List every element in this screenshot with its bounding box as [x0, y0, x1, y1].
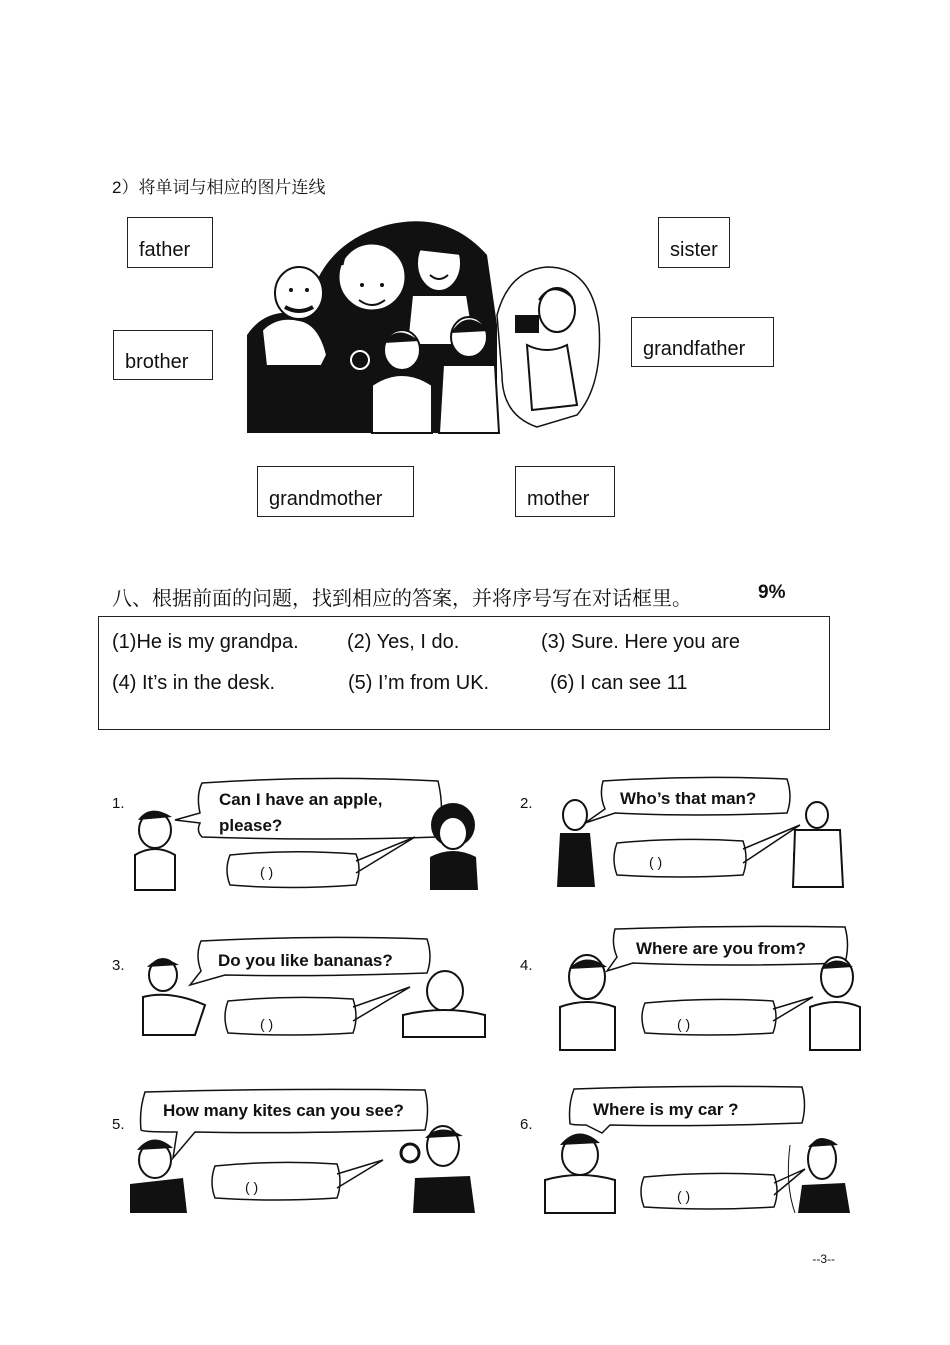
dialog-2-number: 2. [520, 795, 533, 812]
dialog-1-number: 1. [112, 795, 125, 812]
word-box-father[interactable] [127, 217, 213, 268]
word-box-brother[interactable] [113, 330, 213, 380]
dialog-6-number: 6. [520, 1116, 533, 1133]
page-number: --3-- [812, 1252, 835, 1266]
word-mother: mother [527, 488, 590, 510]
dialog-1-question-line2: please? [219, 816, 283, 835]
section-8-score: 9% [758, 582, 786, 603]
dialog-6-question: Where is my car ? [593, 1100, 739, 1119]
word-box-sister[interactable] [658, 217, 730, 268]
dialog-1-question-line1: Can I have an apple, [219, 790, 383, 809]
dialog-4-answer-blank[interactable]: ( ) [677, 1016, 691, 1032]
dialog-5-number: 5. [112, 1116, 125, 1133]
dialog-3-number: 3. [112, 957, 125, 974]
option-6: (6) I can see 11 [550, 672, 688, 694]
word-box-grandmother[interactable] [257, 466, 414, 517]
dialog-1-answer-blank[interactable]: ( ) [260, 864, 274, 880]
option-3: (3) Sure. Here you are [541, 631, 740, 653]
section-8-heading: 八、根据前面的问题，找到相应的答案，并将序号写在对话框里。 [112, 588, 692, 610]
dialog-2-answer-blank[interactable]: ( ) [649, 854, 663, 870]
word-father: father [139, 239, 191, 261]
dialog-3-question: Do you like bananas? [218, 951, 393, 970]
family-illustration [247, 215, 605, 433]
word-box-mother[interactable] [515, 466, 615, 517]
dialog-5-question: How many kites can you see? [163, 1101, 404, 1120]
dialog-6-answer-blank[interactable]: ( ) [677, 1188, 691, 1204]
matching-heading: 2）将单词与相应的图片连线 [112, 178, 326, 197]
word-grandmother: grandmother [269, 488, 383, 510]
option-1: (1)He is my grandpa. [112, 631, 299, 653]
option-5: (5) I’m from UK. [348, 672, 490, 694]
dialog-4-number: 4. [520, 957, 533, 974]
option-2: (2) Yes, I do. [347, 631, 460, 653]
dialog-2-question: Who’s that man? [620, 789, 757, 808]
option-4: (4) It’s in the desk. [112, 672, 276, 694]
word-sister: sister [670, 239, 718, 261]
dialog-3-answer-blank[interactable]: ( ) [260, 1016, 274, 1032]
word-grandfather: grandfather [643, 338, 746, 360]
dialog-4-question: Where are you from? [636, 939, 807, 958]
word-box-grandfather[interactable] [631, 317, 774, 367]
word-brother: brother [125, 351, 189, 373]
dialog-5-answer-blank[interactable]: ( ) [245, 1179, 259, 1195]
